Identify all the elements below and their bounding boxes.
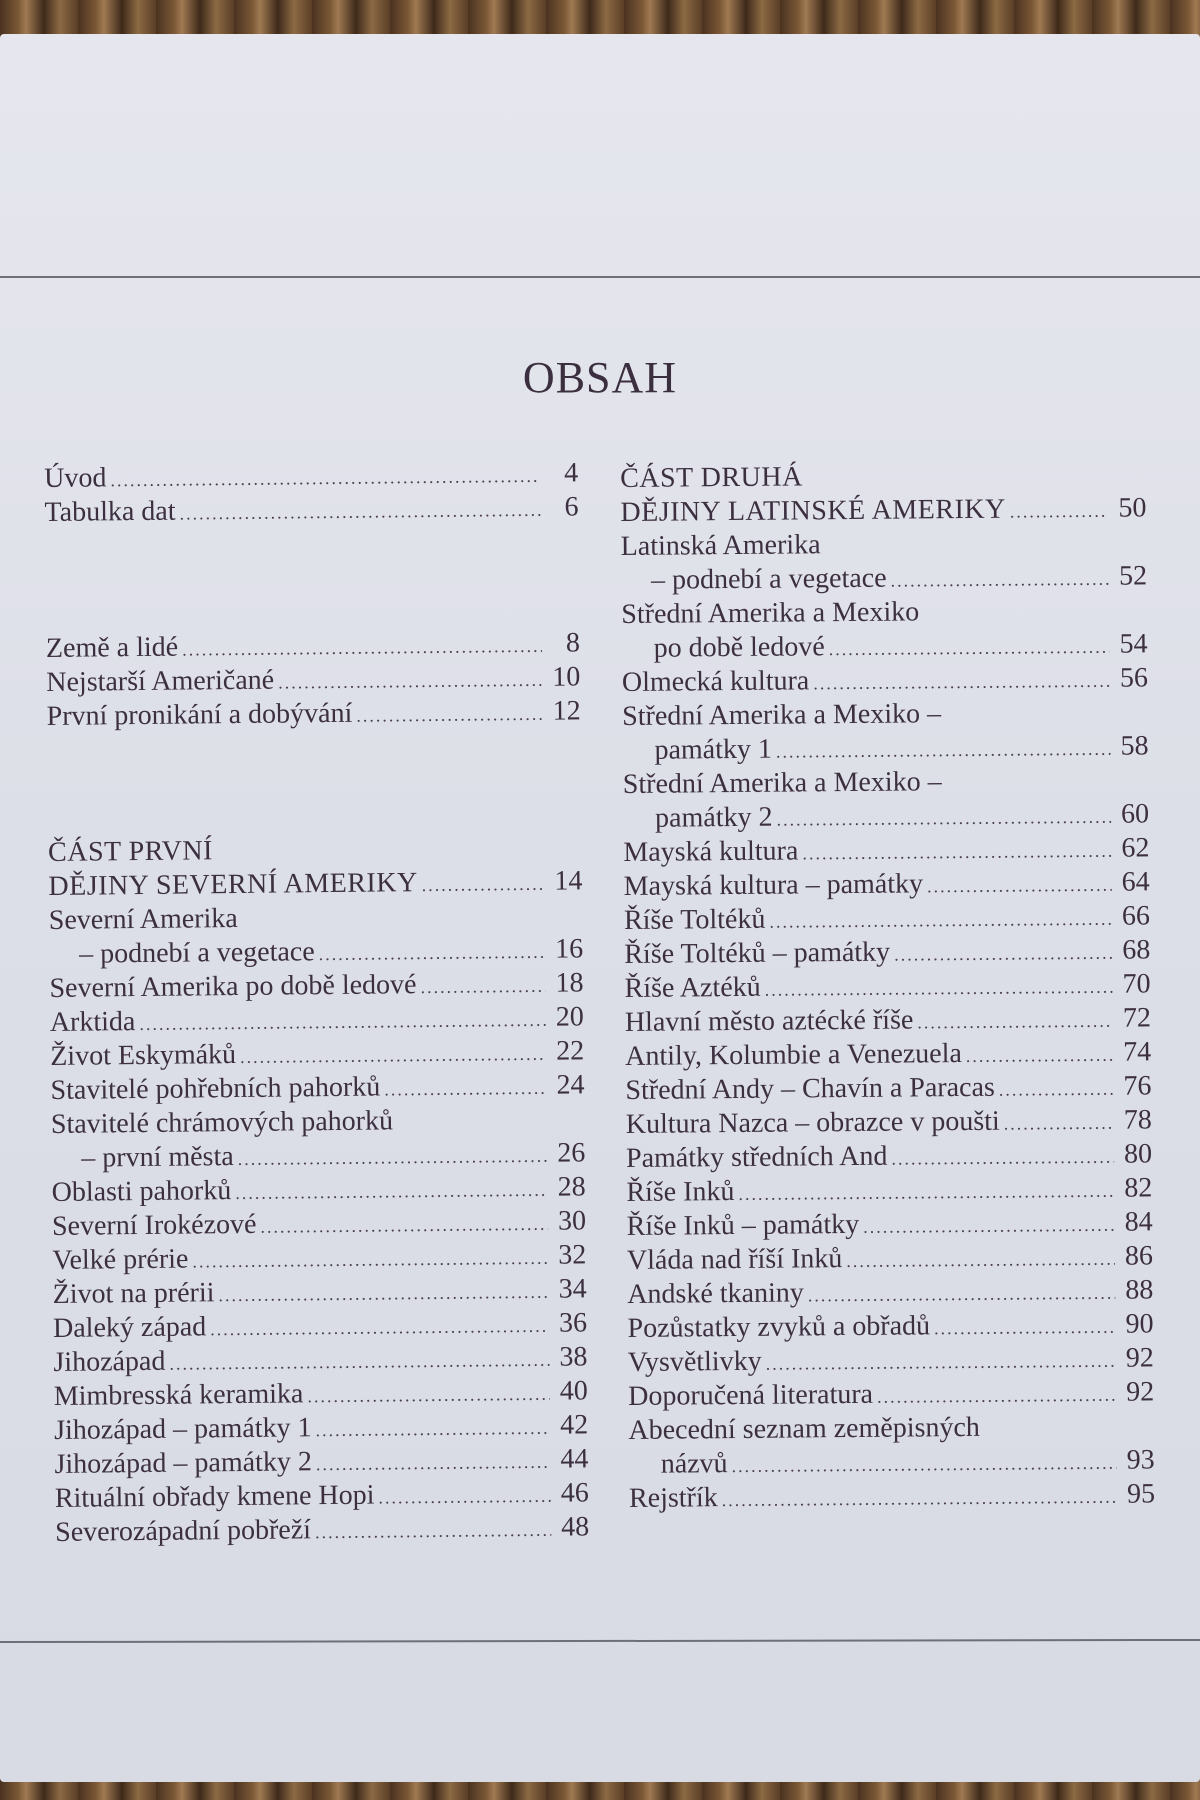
- toc-entry: [622, 729, 1148, 768]
- toc-entry: [53, 1306, 587, 1346]
- toc-entry: [55, 1476, 589, 1516]
- toc-entry: [622, 695, 1148, 734]
- toc-entry-title: Jihozápad – památky 2: [54, 1446, 313, 1480]
- page-title: OBSAH: [522, 353, 678, 402]
- spacer: [45, 558, 579, 598]
- toc-entry: [46, 660, 580, 700]
- toc-entry-page: 60: [1120, 798, 1150, 830]
- toc-entry-title: Střední Andy – Chavín a Paracas: [625, 1071, 995, 1106]
- toc-entry-page: 10: [552, 661, 581, 693]
- toc-leader-dots: [420, 969, 545, 1004]
- toc-entry: [626, 1137, 1152, 1176]
- toc-leader-dots: [110, 459, 540, 497]
- toc-entry-page: 12: [552, 695, 581, 727]
- toc-entry-page: 56: [1119, 662, 1149, 694]
- toc-leader-dots: [738, 1174, 1114, 1211]
- part-label: [620, 457, 1146, 496]
- toc-leader-dots: [863, 1208, 1115, 1244]
- toc-entry: [53, 1340, 587, 1380]
- toc-entry-title: Říše Inků – památky: [626, 1208, 860, 1242]
- toc-entry-page: 66: [1121, 900, 1151, 932]
- toc-entry: [52, 1238, 586, 1278]
- toc-entry: [623, 763, 1149, 802]
- toc-entry-page: 30: [557, 1205, 587, 1237]
- toc-entry-page: 68: [1122, 934, 1151, 966]
- toc-leader-dots: [378, 1479, 551, 1515]
- toc-entry-page: 93: [1126, 1444, 1155, 1476]
- toc-entry-page: 74: [1123, 1036, 1152, 1068]
- toc-entry: [49, 898, 583, 938]
- toc-entry-page: 38: [559, 1341, 588, 1373]
- toc-entry: [50, 1068, 584, 1108]
- toc-entry-title: po době ledové: [653, 631, 825, 664]
- toc-entry-page: 52: [1118, 560, 1148, 592]
- toc-leader-dots: [1004, 1106, 1114, 1141]
- toc-entry: [624, 899, 1150, 938]
- toc-entry: [627, 1205, 1153, 1244]
- toc-entry-title: Pozůstatky zvyků a obřadů: [627, 1310, 931, 1344]
- toc-entry: [628, 1375, 1154, 1414]
- spacer: [47, 728, 581, 768]
- part-label: [48, 830, 582, 870]
- toc-entry-title: – první města: [81, 1141, 234, 1174]
- toc-leader-dots: [927, 868, 1112, 904]
- spacer: [45, 592, 579, 632]
- toc-leader-dots: [765, 970, 1113, 1007]
- toc-entry-page: 22: [556, 1035, 585, 1067]
- toc-entry-page: 62: [1121, 832, 1150, 864]
- toc-entry: [54, 1442, 588, 1482]
- toc-entry-title: – podnebí a vegetace: [78, 936, 315, 970]
- part-label-text: ČÁST PRVNÍ: [47, 835, 214, 868]
- toc-leader-dots: [422, 867, 545, 902]
- spacer: [47, 762, 581, 802]
- toc-entry: [626, 1171, 1152, 1210]
- toc-entry: [625, 1001, 1151, 1040]
- toc-leader-dots: [356, 697, 543, 733]
- toc-entry: [625, 1035, 1151, 1074]
- toc-entry: [54, 1374, 588, 1414]
- toc-entry-title: Země a lidé: [45, 631, 179, 664]
- toc-entry-title: Říše Inků: [626, 1176, 735, 1208]
- toc-entry-page: 20: [555, 1001, 585, 1033]
- toc-entry-title: Hlavní město aztécké říše: [624, 1004, 914, 1038]
- part-heading: [48, 864, 582, 904]
- toc-entry: [624, 933, 1150, 972]
- toc-entry-title: Říše Aztéků: [624, 971, 761, 1004]
- toc-entry-page: 90: [1125, 1308, 1154, 1340]
- top-rule: [0, 276, 1200, 278]
- toc-entry-title: Severní Irokézové: [51, 1208, 257, 1242]
- toc-entry-page: 28: [557, 1171, 586, 1203]
- toc-entry: [621, 559, 1147, 598]
- toc-entry: [46, 694, 580, 734]
- toc-entry-title: Rituální obřady kmene Hopi: [54, 1479, 375, 1514]
- spacer: [48, 796, 582, 836]
- toc-leader-dots: [776, 732, 1111, 769]
- toc-entry: [621, 627, 1147, 666]
- toc-leader-dots: [766, 1344, 1117, 1381]
- toc-entry-title: Střední Amerika a Mexiko –: [622, 698, 942, 732]
- toc-leader-dots: [210, 1309, 549, 1347]
- toc-entry-title: Stavitelé pohřebních pahorků: [50, 1071, 381, 1106]
- toc-leader-dots: [319, 935, 546, 971]
- toc-entry-page: 26: [557, 1137, 586, 1169]
- toc-entry: [46, 626, 580, 666]
- toc-leader-dots: [999, 1072, 1114, 1107]
- toc-entry-title: Abecední seznam zeměpisných: [628, 1411, 980, 1446]
- toc-leader-dots: [769, 902, 1112, 939]
- toc-leader-dots: [238, 1139, 548, 1176]
- toc-entry-page: 4: [563, 457, 579, 489]
- toc-entry: [628, 1409, 1154, 1448]
- toc-entry-title: Život Eskymáků: [50, 1039, 237, 1072]
- toc-entry-title: Jihozápad: [53, 1345, 166, 1378]
- toc-entry: [628, 1341, 1154, 1380]
- toc-entry-title: Rejstřík: [628, 1482, 718, 1514]
- toc-leader-dots: [235, 1173, 548, 1210]
- toc-leader-dots: [260, 1207, 548, 1244]
- toc-entry-title: Mayská kultura – památky: [623, 868, 924, 902]
- toc-entry-title: Doporučená literatura: [628, 1378, 874, 1412]
- toc-leader-dots: [808, 1276, 1116, 1313]
- toc-entry-page: 8: [565, 627, 581, 659]
- part-heading-page: 50: [1118, 492, 1147, 524]
- toc-leader-dots: [182, 629, 542, 667]
- toc-leader-dots: [315, 1411, 550, 1447]
- toc-entry-page: 34: [558, 1273, 587, 1305]
- toc-entry-title: Úvod: [44, 462, 107, 494]
- toc-entry-page: 72: [1122, 1002, 1152, 1034]
- toc-entry-page: 95: [1126, 1478, 1156, 1510]
- toc-entry-page: 32: [558, 1239, 587, 1271]
- toc-entry: [50, 1000, 584, 1040]
- toc-entry: [622, 661, 1148, 700]
- toc-entry-page: 16: [554, 933, 584, 965]
- toc-leader-dots: [891, 1140, 1114, 1176]
- toc-entry-title: Oblasti pahorků: [51, 1175, 232, 1208]
- toc-leader-dots: [934, 1310, 1116, 1346]
- toc-entry-title: Památky středních And: [625, 1140, 888, 1174]
- toc-entry-title: Latinská Amerika: [620, 529, 821, 562]
- toc-entry-title: Vysvětlivky: [627, 1345, 762, 1378]
- part-heading-page: 14: [554, 865, 583, 897]
- toc-entry: [627, 1239, 1153, 1278]
- toc-leader-dots: [169, 1343, 549, 1381]
- toc-entry: [626, 1103, 1152, 1142]
- toc-entry-title: Nejstarší Američané: [46, 664, 275, 698]
- toc-entry-title: památky 1: [654, 733, 773, 766]
- toc-entry: [53, 1272, 587, 1312]
- toc-entry-page: 78: [1123, 1104, 1152, 1136]
- toc-entry: [629, 1477, 1155, 1516]
- toc-entry: [51, 1170, 585, 1210]
- toc-entry-title: Andské tkaniny: [627, 1277, 804, 1310]
- toc-entry-title: Mimbresská keramika: [53, 1378, 304, 1412]
- toc-entry-title: Olmecká kultura: [621, 665, 810, 698]
- toc-leader-dots: [192, 1241, 548, 1279]
- toc-entry-page: 44: [560, 1443, 589, 1475]
- toc-leader-dots: [877, 1378, 1116, 1414]
- toc-leader-dots: [179, 493, 540, 531]
- toc-leader-dots: [316, 1445, 551, 1481]
- toc-entry: [49, 966, 583, 1006]
- toc-entry-page: 42: [559, 1409, 589, 1441]
- toc-right-entries: [621, 525, 1156, 1516]
- toc-leader-dots: [139, 1003, 546, 1041]
- toc-entry-page: 18: [555, 967, 584, 999]
- toc-entry-page: 40: [559, 1375, 588, 1407]
- toc-entry-title: – podnebí a vegetace: [650, 562, 887, 596]
- toc-entry: [627, 1273, 1153, 1312]
- toc-leader-dots: [829, 630, 1110, 666]
- toc-entry: [629, 1443, 1155, 1482]
- toc-entry: [54, 1408, 588, 1448]
- spacer: [45, 524, 579, 564]
- toc-entry-title: Stavitelé chrámových pahorků: [50, 1105, 394, 1140]
- toc-entry-title: Arktida: [49, 1006, 136, 1038]
- toc-entry-title: Jihozápad – památky 1: [53, 1412, 312, 1446]
- toc-entry: [625, 1069, 1151, 1108]
- toc-entry-title: Vláda nad říší Inků: [626, 1243, 843, 1276]
- toc-leader-dots: [384, 1071, 547, 1107]
- toc-entry-title: Velké prérie: [52, 1243, 189, 1276]
- toc-leader-dots: [890, 562, 1109, 598]
- toc-entry-title: Severní Amerika: [48, 902, 238, 936]
- toc-entry-title: Mayská kultura: [623, 835, 799, 868]
- toc-entry-page: 36: [558, 1307, 588, 1339]
- toc-entry-page: 86: [1124, 1240, 1154, 1272]
- toc-entry-page: 64: [1121, 866, 1150, 898]
- toc-entry-title: První pronikání a dobývání: [46, 697, 353, 732]
- toc-entry-page: 48: [561, 1511, 590, 1543]
- toc-entry: [44, 490, 578, 530]
- toc-entry-title: památky 2: [654, 801, 773, 834]
- toc-entry-page: 24: [556, 1069, 585, 1101]
- toc-entry: [55, 1510, 589, 1550]
- toc-entry: [49, 932, 583, 972]
- toc-entry-title: Říše Toltéků: [623, 903, 766, 936]
- toc-entry: [623, 831, 1149, 870]
- toc-leader-dots: [278, 663, 543, 700]
- toc-entry-page: 58: [1120, 730, 1149, 762]
- toc-leader-dots: [731, 1446, 1116, 1483]
- toc-leader-dots: [722, 1480, 1118, 1517]
- toc-leader-dots: [307, 1377, 550, 1414]
- toc-entry: [621, 593, 1147, 632]
- toc-entry-page: 92: [1126, 1376, 1155, 1408]
- part-label-text: ČÁST DRUHÁ: [620, 461, 803, 494]
- part-heading-title: DĚJINY LATINSKÉ AMERIKY: [620, 493, 1006, 528]
- toc-leader-dots: [917, 1004, 1113, 1040]
- toc-entry: [624, 967, 1150, 1006]
- toc-entry-page: 84: [1124, 1206, 1153, 1238]
- toc-leader-dots: [813, 664, 1110, 701]
- toc-entry-page: 88: [1125, 1274, 1154, 1306]
- toc-entry: [44, 456, 578, 496]
- toc-entry-page: 92: [1125, 1342, 1154, 1374]
- toc-entry: [52, 1204, 586, 1244]
- toc-leader-dots: [802, 834, 1111, 871]
- toc-entry-title: Střední Amerika a Mexiko –: [622, 766, 942, 800]
- toc-entry: [627, 1307, 1153, 1346]
- toc-left-entries: [49, 898, 590, 1550]
- toc-leader-dots: [894, 936, 1112, 972]
- toc-entry: [50, 1034, 584, 1074]
- toc-entry-page: 70: [1122, 968, 1151, 1000]
- toc-entry-title: názvů: [660, 1448, 728, 1480]
- toc-entry-title: Říše Toltéků – památky: [624, 936, 891, 970]
- toc-entry-page: 80: [1123, 1138, 1153, 1170]
- toc-leader-dots: [1010, 494, 1109, 529]
- toc-leader-dots: [240, 1037, 546, 1074]
- toc-entry: [623, 797, 1149, 836]
- part-heading-title: DĚJINY SEVERNÍ AMERIKY: [48, 867, 418, 902]
- toc-entry: [51, 1136, 585, 1176]
- toc-entry-title: Střední Amerika a Mexiko: [621, 596, 920, 630]
- toc-leader-dots: [966, 1038, 1114, 1073]
- toc-entry-title: Tabulka dat: [44, 495, 176, 528]
- toc-leader-dots: [776, 800, 1111, 837]
- toc-entry-title: Kultura Nazca – obrazce v poušti: [625, 1105, 1000, 1140]
- toc-leader-dots: [846, 1242, 1115, 1278]
- toc-entry-title: Severozápadní pobřeží: [55, 1514, 312, 1548]
- toc-entry-page: 76: [1123, 1070, 1152, 1102]
- toc-entry-page: 6: [564, 491, 579, 523]
- part-heading: [620, 491, 1146, 530]
- toc-entry-title: Antily, Kolumbie a Venezuela: [625, 1038, 962, 1072]
- toc-left-column: [44, 456, 589, 1550]
- toc-leader-dots: [315, 1513, 552, 1549]
- toc-entry-page: 54: [1119, 628, 1148, 660]
- toc-leader-dots: [218, 1275, 549, 1312]
- toc-right-column: [620, 457, 1155, 1516]
- toc-entry-page: 82: [1124, 1172, 1153, 1204]
- toc-entry-page: 46: [560, 1477, 589, 1509]
- toc-entry: [621, 525, 1147, 564]
- toc-entry: [51, 1102, 585, 1142]
- toc-entry: [624, 865, 1150, 904]
- toc-entry-title: Život na prérii: [52, 1277, 215, 1310]
- toc-entry-title: Severní Amerika po době ledové: [49, 969, 417, 1004]
- toc-entry-title: Daleký západ: [52, 1311, 207, 1344]
